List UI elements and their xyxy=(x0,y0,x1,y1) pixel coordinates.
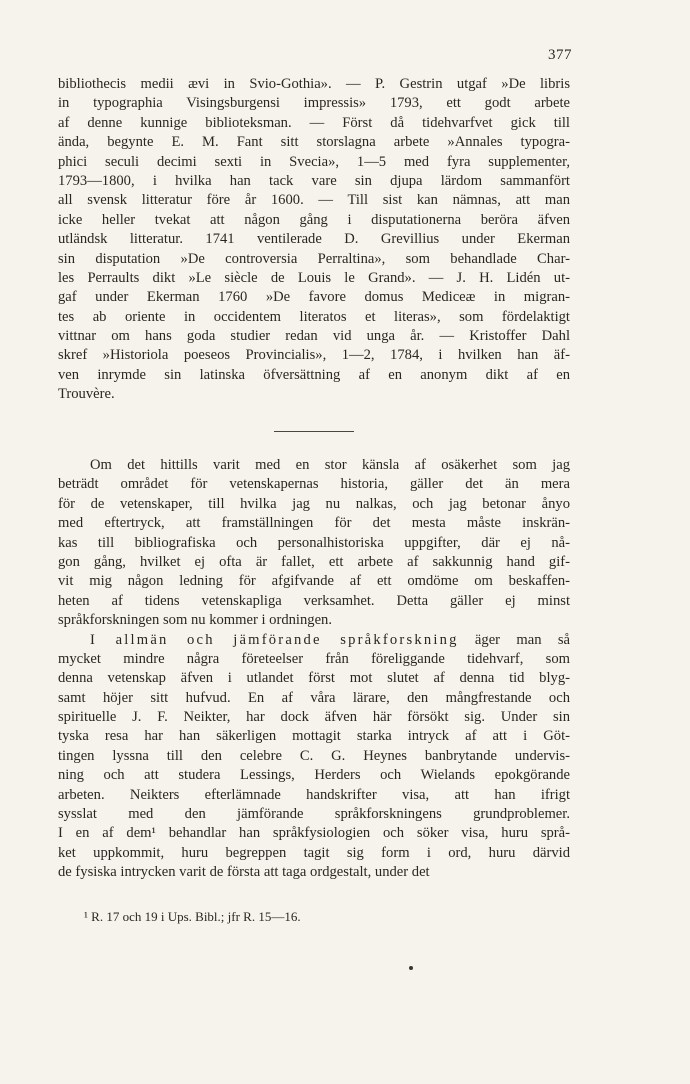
text-line: gon gång, hvilket ej ofta är fallet, ett arbete af sakkunnig hand gif- xyxy=(58,553,570,570)
text-line: samt höjer sitt hufvud. En af våra lärare, den mångfrestande och xyxy=(58,689,570,706)
text-line: af denne kunnige biblioteksman. — Först då tidehvarfvet gick till xyxy=(58,114,570,131)
paragraph-uncertainty xyxy=(58,456,570,631)
footnote: ¹ R. 17 och 19 i Ups. Bibl.; jfr R. 15—16. xyxy=(84,909,301,924)
section-divider xyxy=(274,431,354,432)
text-line: Trouvère. xyxy=(58,386,115,403)
page-number: 377 xyxy=(548,47,572,63)
text-line: in typographia Visingsburgensi impressis» 1793, ett godt arbete xyxy=(58,95,570,112)
text-line: heten af tidens vetenskapliga verksamhet. Detta gäller ej minst xyxy=(58,592,570,609)
text-line: mycket mindre några företeelser från föreliggande tidehvarf, som xyxy=(58,650,570,667)
spaced-heading: I allmän och jämförande språkforskning xyxy=(90,631,459,648)
text-line: med eftertryck, att framställningen för det mesta måste inskrän- xyxy=(58,515,570,532)
text-line: arbeten. Neikters efterlämnade handskrifter visa, att han ifrigt xyxy=(58,786,570,803)
text-line: all svensk litteratur före år 1600. — Till sist kan nämnas, att man xyxy=(58,192,570,209)
paragraph-bibliography xyxy=(58,75,570,405)
text-line: vittnar om hans goda studier redan vid unga år. — Kristoffer Dahl xyxy=(58,328,570,345)
text-line: ket uppkommit, huru begreppen tagit sig form i ord, huru därvid xyxy=(58,844,570,861)
paragraph-first-line xyxy=(58,631,570,650)
text-line: ända, begynte E. M. Fant sitt storslagna arbete »Annales typogra- xyxy=(58,134,570,151)
text-line: de fysiska intrycken varit de första att taga ordgestalt, under det xyxy=(58,864,430,881)
text-line: 1793—1800, i hvilka han tack vare sin djupa lärdom sammanfört xyxy=(58,172,570,189)
text-line: phici seculi decimi sexti in Svecia», 1—5 med fyra supplementer, xyxy=(58,153,570,170)
text-line: icke heller tvekat att någon gång i disputationerna beröra äfven xyxy=(58,211,570,228)
print-mark xyxy=(409,966,413,970)
text-line: les Perraults dikt »Le siècle de Louis le Grand». — J. H. Lidén ut- xyxy=(58,269,570,286)
text-line: vit mig någon ledning för afgifvande af ett omdöme om beskaffen- xyxy=(58,573,570,590)
text-line: ven inrymde sin latinska öfversättning af en anonym dikt af en xyxy=(58,366,570,383)
text-line: utländsk litteratur. 1741 ventilerade D. Grevillius under Ekerman xyxy=(58,231,570,248)
text-line: beträdt området för vetenskapernas historia, gäller det än mera xyxy=(58,476,570,493)
text-line: Om det hittills varit med en stor känsla af osäkerhet som jag xyxy=(90,457,570,473)
body-text-language-research xyxy=(58,456,570,883)
text-line: bibliothecis medii ævi in Svio-Gothia». — P. Gestrin utgaf »De libris xyxy=(58,76,570,92)
text-line: kas till bibliografiska och personalhistoriska uppgifter, där ej nå- xyxy=(58,534,570,551)
text-line: gaf under Ekerman 1760 »De favore domus Mediceæ in migran- xyxy=(58,289,570,306)
paragraph-comparative-linguistics xyxy=(58,631,570,883)
text-line: ning och att studera Lessings, Herders och Wielands epokgörande xyxy=(58,767,570,784)
text-line: tingen lyssna till den celebre C. G. Heynes banbrytande undervis- xyxy=(58,747,570,764)
text-line: tyska resa har han säkerligen mottagit starka intryck af att i Göt- xyxy=(58,728,570,745)
text-line: för de vetenskaper, till hvilka jag nu nalkas, och jag betonar ånyo xyxy=(58,495,570,512)
text-line: denna vetenskap äfven i utlandet först mot slutet af denna tid blyg- xyxy=(58,670,570,687)
text-line: sin disputation »De controversia Perraltina», som behandlade Char- xyxy=(58,250,570,267)
first-line-rest: äger man så xyxy=(474,631,570,648)
text-line: språkforskningen som nu kommer i ordningen. xyxy=(58,612,332,629)
text-line: spirituelle J. F. Neikter, har dock äfven här försökt sig. Under sin xyxy=(58,709,570,726)
text-line: I en af dem¹ behandlar han språkfysiologien och söker visa, huru språ- xyxy=(58,825,570,842)
text-line: tes ab oriente in occidentem literatos et literas», som fördelaktigt xyxy=(58,308,570,325)
text-line: skref »Historiola poeseos Provincialis», 1—2, 1784, i hvilken han äf- xyxy=(58,347,570,364)
text-line: sysslat med den jämförande språkforskningens grundproblemer. xyxy=(58,806,570,823)
